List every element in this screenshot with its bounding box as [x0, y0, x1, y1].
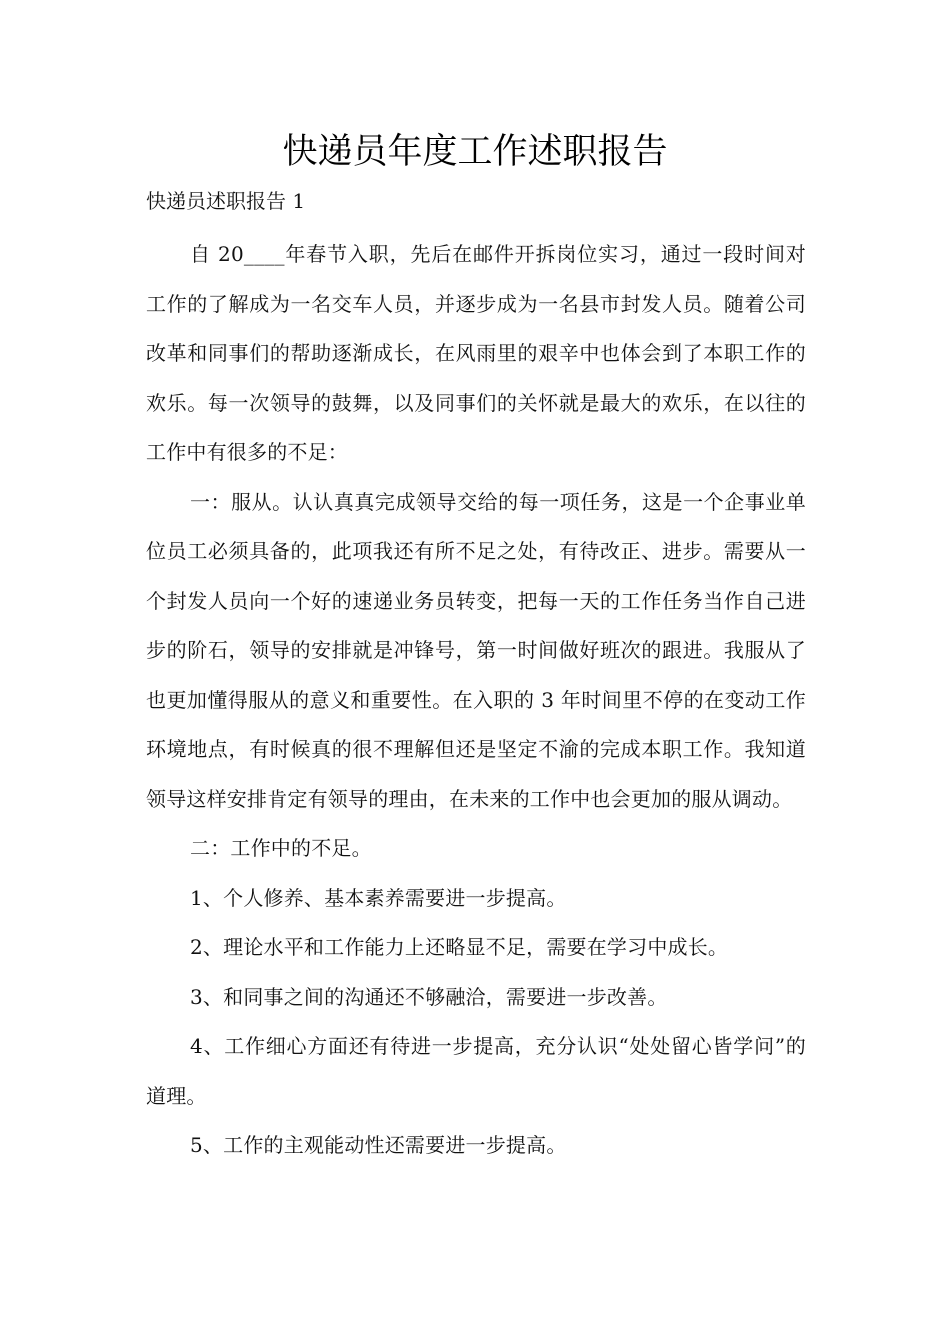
- list-item: 3、和同事之间的沟通还不够融洽，需要进一步改善。: [190, 984, 668, 1009]
- section-heading: 快递员述职报告 1: [146, 189, 306, 213]
- list-item: 2、理论水平和工作能力上还略显不足，需要在学习中成长。: [190, 935, 729, 959]
- document-title: 快递员年度工作述职报告: [282, 132, 668, 172]
- paragraph-obedience: 一：服从。认认真真完成领导交给的每一项任务，这是一个企事业单位员工必须具备的，此项我还有所不足之处，有待改正、进步。需要从一个封发人员向一个好的速递业务员转变，把每一天的工作任务当作自己进步的阶石，领导的安排就是冲锋号，第一时间做好班次的跟进。我服从了也更加懂得服从的意义和重要性。在入职的 3 年时间里不停的在变动工作环境地点，有时候真的很不理解但还是坚定不渝的完成本职工作。我知道领导这样安排肯定有领导的理由，在未来的工作中也会更加的服从调动。: [146, 489, 806, 811]
- paragraph-intro: 自 20____年春节入职，先后在邮件开拆岗位实习，通过一段时间对工作的了解成为一名交车人员，并逐步成为一名县市封发人员。随着公司改革和同事们的帮助逐渐成长，在风雨里的艰辛中也体会到了本职工作的欢乐。每一次领导的鼓舞，以及同事们的关怀就是最大的欢乐，在以往的工作中有很多的不足：: [146, 242, 806, 464]
- document-body: [146, 230, 806, 1171]
- list-item: 4、工作细心方面还有待进一步提高，充分认识“处处留心皆学问”的道理。: [146, 1034, 806, 1108]
- list-item: 1、个人修养、基本素养需要进一步提高。: [190, 885, 567, 910]
- list-item: 5、工作的主观能动性还需要进一步提高。: [190, 1133, 567, 1157]
- paragraph-shortcomings-heading: 二：工作中的不足。: [190, 836, 372, 860]
